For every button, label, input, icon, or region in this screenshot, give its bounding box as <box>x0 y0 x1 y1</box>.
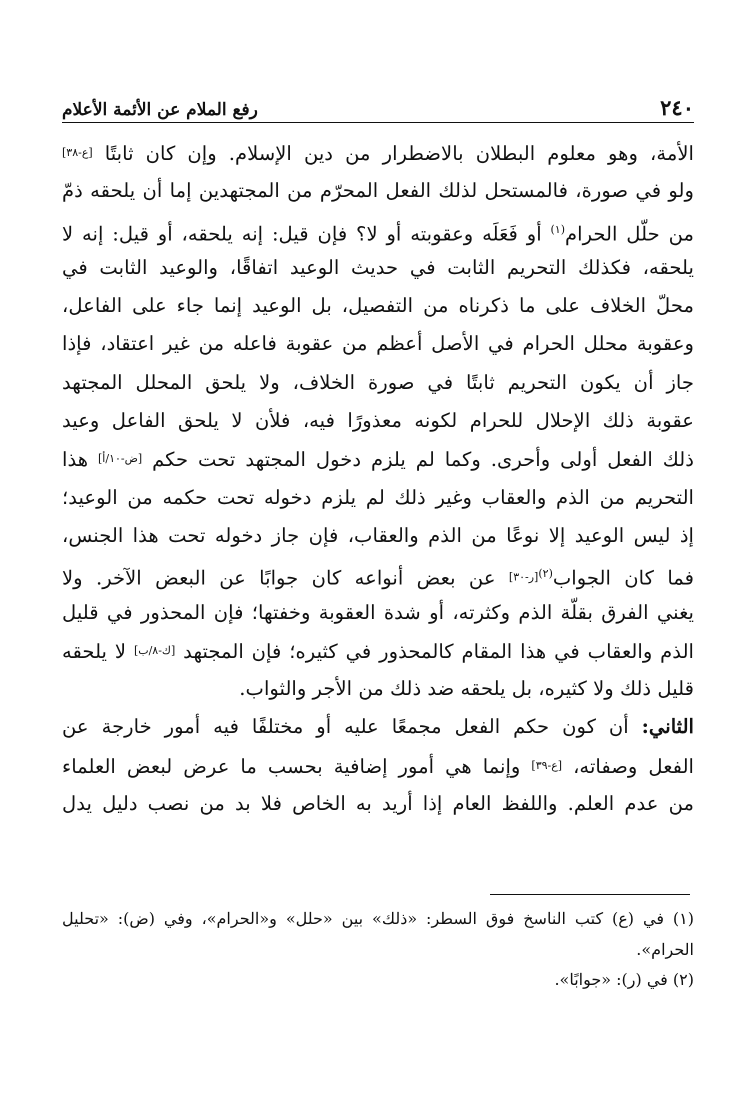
text-line: محلّ الخلاف على ما ذكرناه من التفصيل، بل الوعيد إنما جاء على الفاعل، <box>62 294 694 318</box>
manuscript-ref: [ر-٣٠] <box>508 570 539 584</box>
page-number: ٢٤٠ <box>660 95 694 120</box>
section-label: الثاني: <box>641 715 694 739</box>
text-line: من عدم العلم. واللفظ العام إذا أريد به الخاص فلا بد من نصب دليل يدل <box>62 792 694 816</box>
manuscript-ref: [ع-٣٨] <box>62 146 93 159</box>
text-line: ذلك الفعل أولى وأحرى. وكما لم يلزم دخول المجتهد تحت حكم [ض-١٠/أ] هذا <box>62 448 694 472</box>
manuscript-ref: [ض-١٠/أ] <box>98 452 143 466</box>
text-line: يلحقه، فكذلك التحريم الثابت في حديث الوعيد اتفاقًا، والوعيد الثابت في <box>62 255 694 279</box>
text-line: قليل ذلك ولا كثيره، بل يلحقه ضد ذلك من الأجر والثواب. <box>239 677 694 701</box>
text-line: الذم والعقاب في هذا المقام كالمحذور في كثيره؛ فإن المجتهد [ك-٨/ب] لا يلحقه <box>62 639 694 663</box>
footnote-line: (١) في (ع) كتب الناسخ فوق السطر: «ذلك» بين «حلل» و«الحرام»، وفي (ض): «تحليل <box>62 909 694 928</box>
manuscript-ref: [ع-٣٩] <box>531 758 563 772</box>
footnote-line: (٢) في (ر): «جوابًا». <box>554 970 694 989</box>
page-header <box>62 86 694 120</box>
running-title: رفع الملام عن الأئمة الأعلام <box>62 100 258 120</box>
manuscript-ref: [ك-٨/ب] <box>133 643 176 657</box>
footnote-separator <box>490 894 690 895</box>
text-line: عقوبة ذلك الإحلال للحرام لكونه معذورًا فيه، فلأن لا يلحق الفاعل وعيد <box>62 409 694 433</box>
footnote-marker: (٢) <box>538 567 553 581</box>
header-rule <box>62 122 694 123</box>
text-line: وعقوبة محلل الحرام في الأصل أعظم من عقوبة فاعله من غير اعتقاد، فإذا <box>62 332 694 356</box>
footnote-marker: (١) <box>550 222 566 236</box>
text-line: من حلّل الحرام$^{(١)}$ أو فَعَلَه وعقوبته أو لا؟ فإن قيل: إنه يلحقه، أو قيل: إنه لا <box>62 222 694 246</box>
text-line: ولو في صورة، فالمستحل لذلك الفعل المحرّم من المجتهدين إما أن يلحقه ذمّ <box>62 179 694 203</box>
text-line: فما كان الجواب$^{(٢)[ر-٣٠]}$ عن بعض أنواعه كان جوابًا عن البعض الآخر. ولا <box>62 566 694 590</box>
text-line: يغني الفرق بقلّة الذم وكثرته، أو شدة العقوبة وخفتها؛ فإن المحذور في قليل <box>62 600 694 624</box>
text-line: التحريم من الذم والعقاب وغير ذلك لم يلزم دخوله تحت حكمه من الوعيد؛ <box>62 485 694 509</box>
text-line: الأمة، وهو معلوم البطلان بالاضطرار من دين الإسلام. وإن كان ثابتًا [ع-٣٨] <box>62 142 694 165</box>
body-text <box>62 134 694 823</box>
text-line: الثاني: أن كون حكم الفعل مجمعًا عليه أو مختلفًا فيه أمور خارجة عن <box>62 715 694 739</box>
text-line: إذ ليس الوعيد إلا نوعًا من الذم والعقاب، فإن جاز دخوله تحت هذا الجنس، <box>62 523 694 547</box>
text-line: جاز أن يكون التحريم ثابتًا في صورة الخلاف، ولا يلحق المحلل المجتهد <box>62 370 694 394</box>
footnote-line: الحرام». <box>636 939 694 959</box>
text-line: الفعل وصفاته، [ع-٣٩] وإنما هي أمور إضافية بحسب ما عرض لبعض العلماء <box>62 754 694 778</box>
footnotes <box>62 904 694 996</box>
